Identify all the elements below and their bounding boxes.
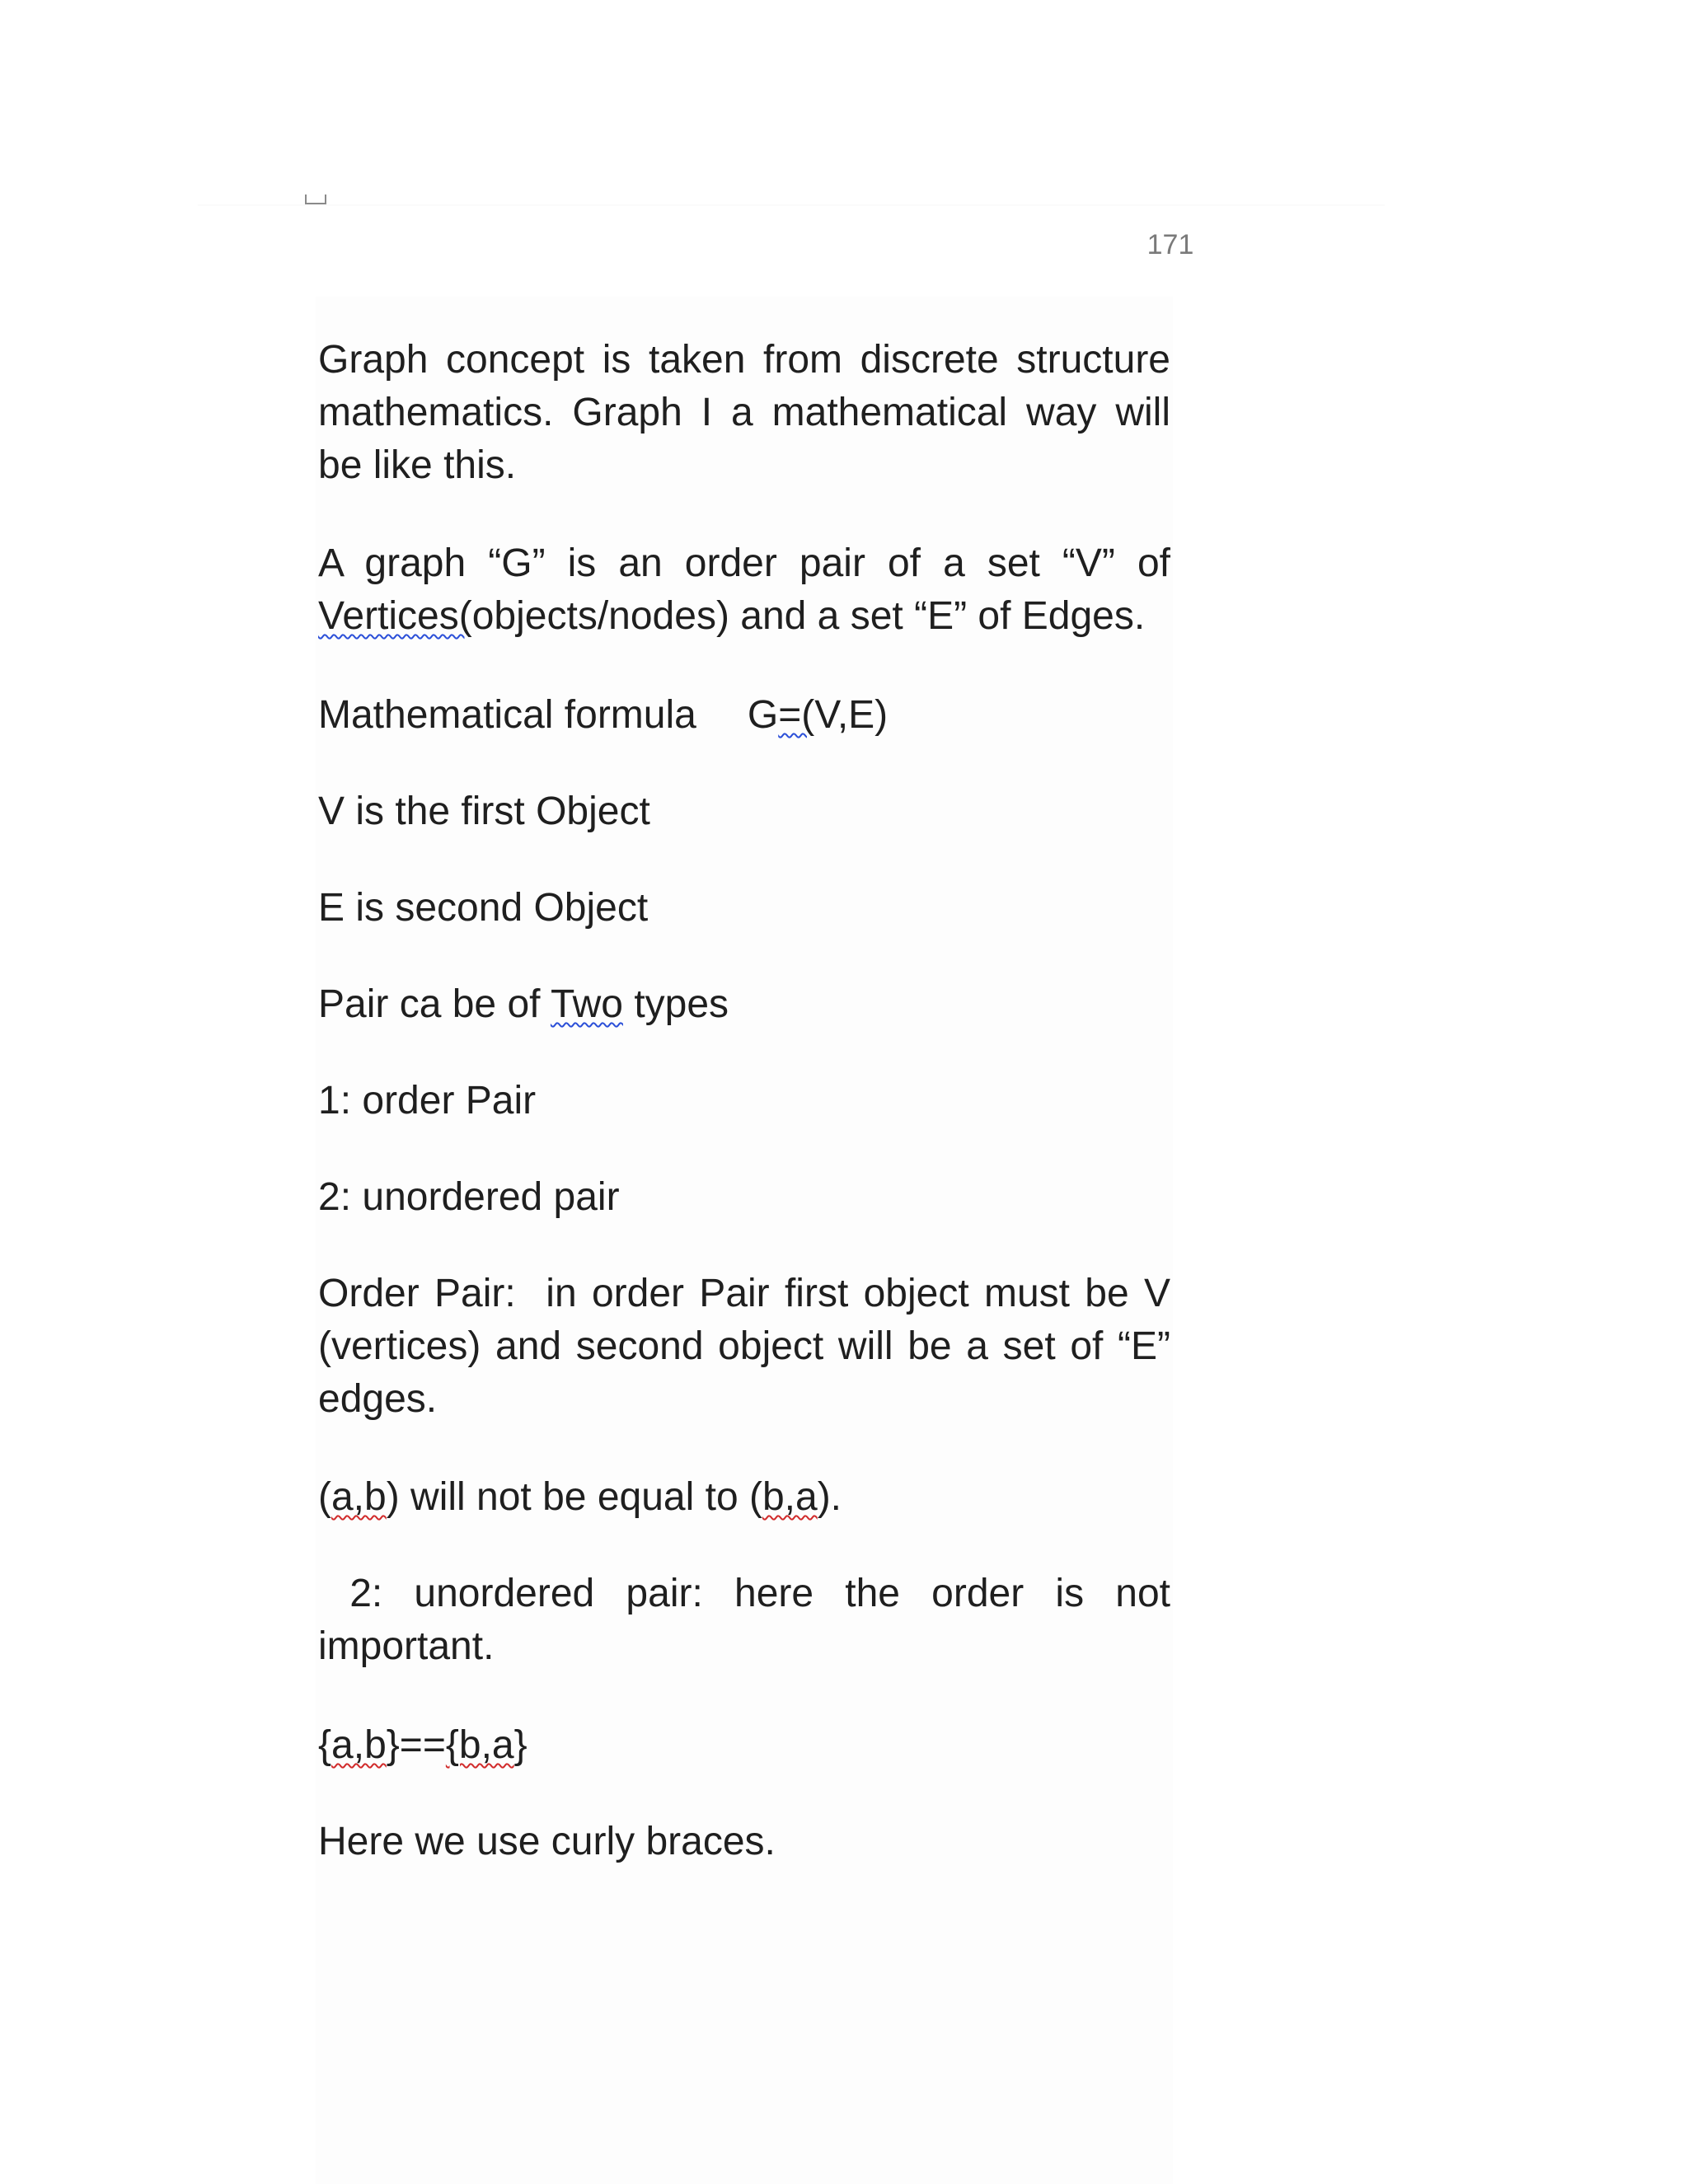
paragraph-v-object: V is the first Object	[318, 790, 650, 833]
definition-text-b: objects/nodes) and a set “E” of Edges.	[471, 594, 1146, 638]
ab-middle: ) will not be equal to (	[386, 1475, 762, 1519]
paragraph-order-pair: Order Pair: in order Pair first object must be V (vertices) and second object will be a set of “E” edges.	[318, 1272, 1182, 1421]
paragraph-intro: Graph concept is taken from discrete structure mathematics. Graph I a mathematical way will be like this.	[318, 338, 1182, 487]
formula-equals: =(	[778, 693, 815, 737]
pair-text-a: Pair ca be of	[318, 982, 551, 1026]
page-top-edge	[198, 204, 1385, 206]
paragraph-pair-types	[318, 978, 1170, 1031]
ab-open: (	[318, 1475, 331, 1519]
pair-two: Two	[550, 982, 623, 1026]
paragraph-curly-braces: Here we use curly braces.	[318, 1820, 776, 1863]
formula-g: G	[747, 693, 779, 737]
paragraph-set-equal	[318, 1719, 1170, 1772]
page-number: 171	[1146, 229, 1194, 260]
paragraph-unordered: 2: unordered pair: here the order is not important.	[318, 1572, 1182, 1668]
set-middle: }==	[386, 1723, 446, 1767]
paragraph-definition	[318, 537, 1182, 643]
paragraph-formula	[318, 689, 1170, 742]
set-b: {b,a	[445, 1723, 514, 1767]
paragraph-e-object: E is second Object	[318, 886, 649, 930]
definition-vertices: Vertices(	[318, 594, 472, 638]
paragraph-ab-not-equal	[318, 1471, 1170, 1524]
formula-rest: V,E)	[814, 693, 889, 737]
set-open: {	[318, 1723, 332, 1767]
paragraph-type-2: 2: unordered pair	[318, 1175, 620, 1219]
formula-label: Mathematical formula	[318, 693, 696, 737]
ba-pair: b,a	[762, 1475, 818, 1519]
margin-corner-marker	[305, 194, 326, 204]
set-close: }	[513, 1723, 528, 1767]
ab-close: ).	[817, 1475, 842, 1519]
ab-pair: a,b	[331, 1475, 387, 1519]
set-a: a,b	[331, 1723, 387, 1767]
definition-text-a: A graph “G” is an order pair of a set “V” of	[318, 541, 1182, 585]
paragraph-type-1: 1: order Pair	[318, 1079, 537, 1122]
pair-text-b: types	[622, 982, 729, 1026]
